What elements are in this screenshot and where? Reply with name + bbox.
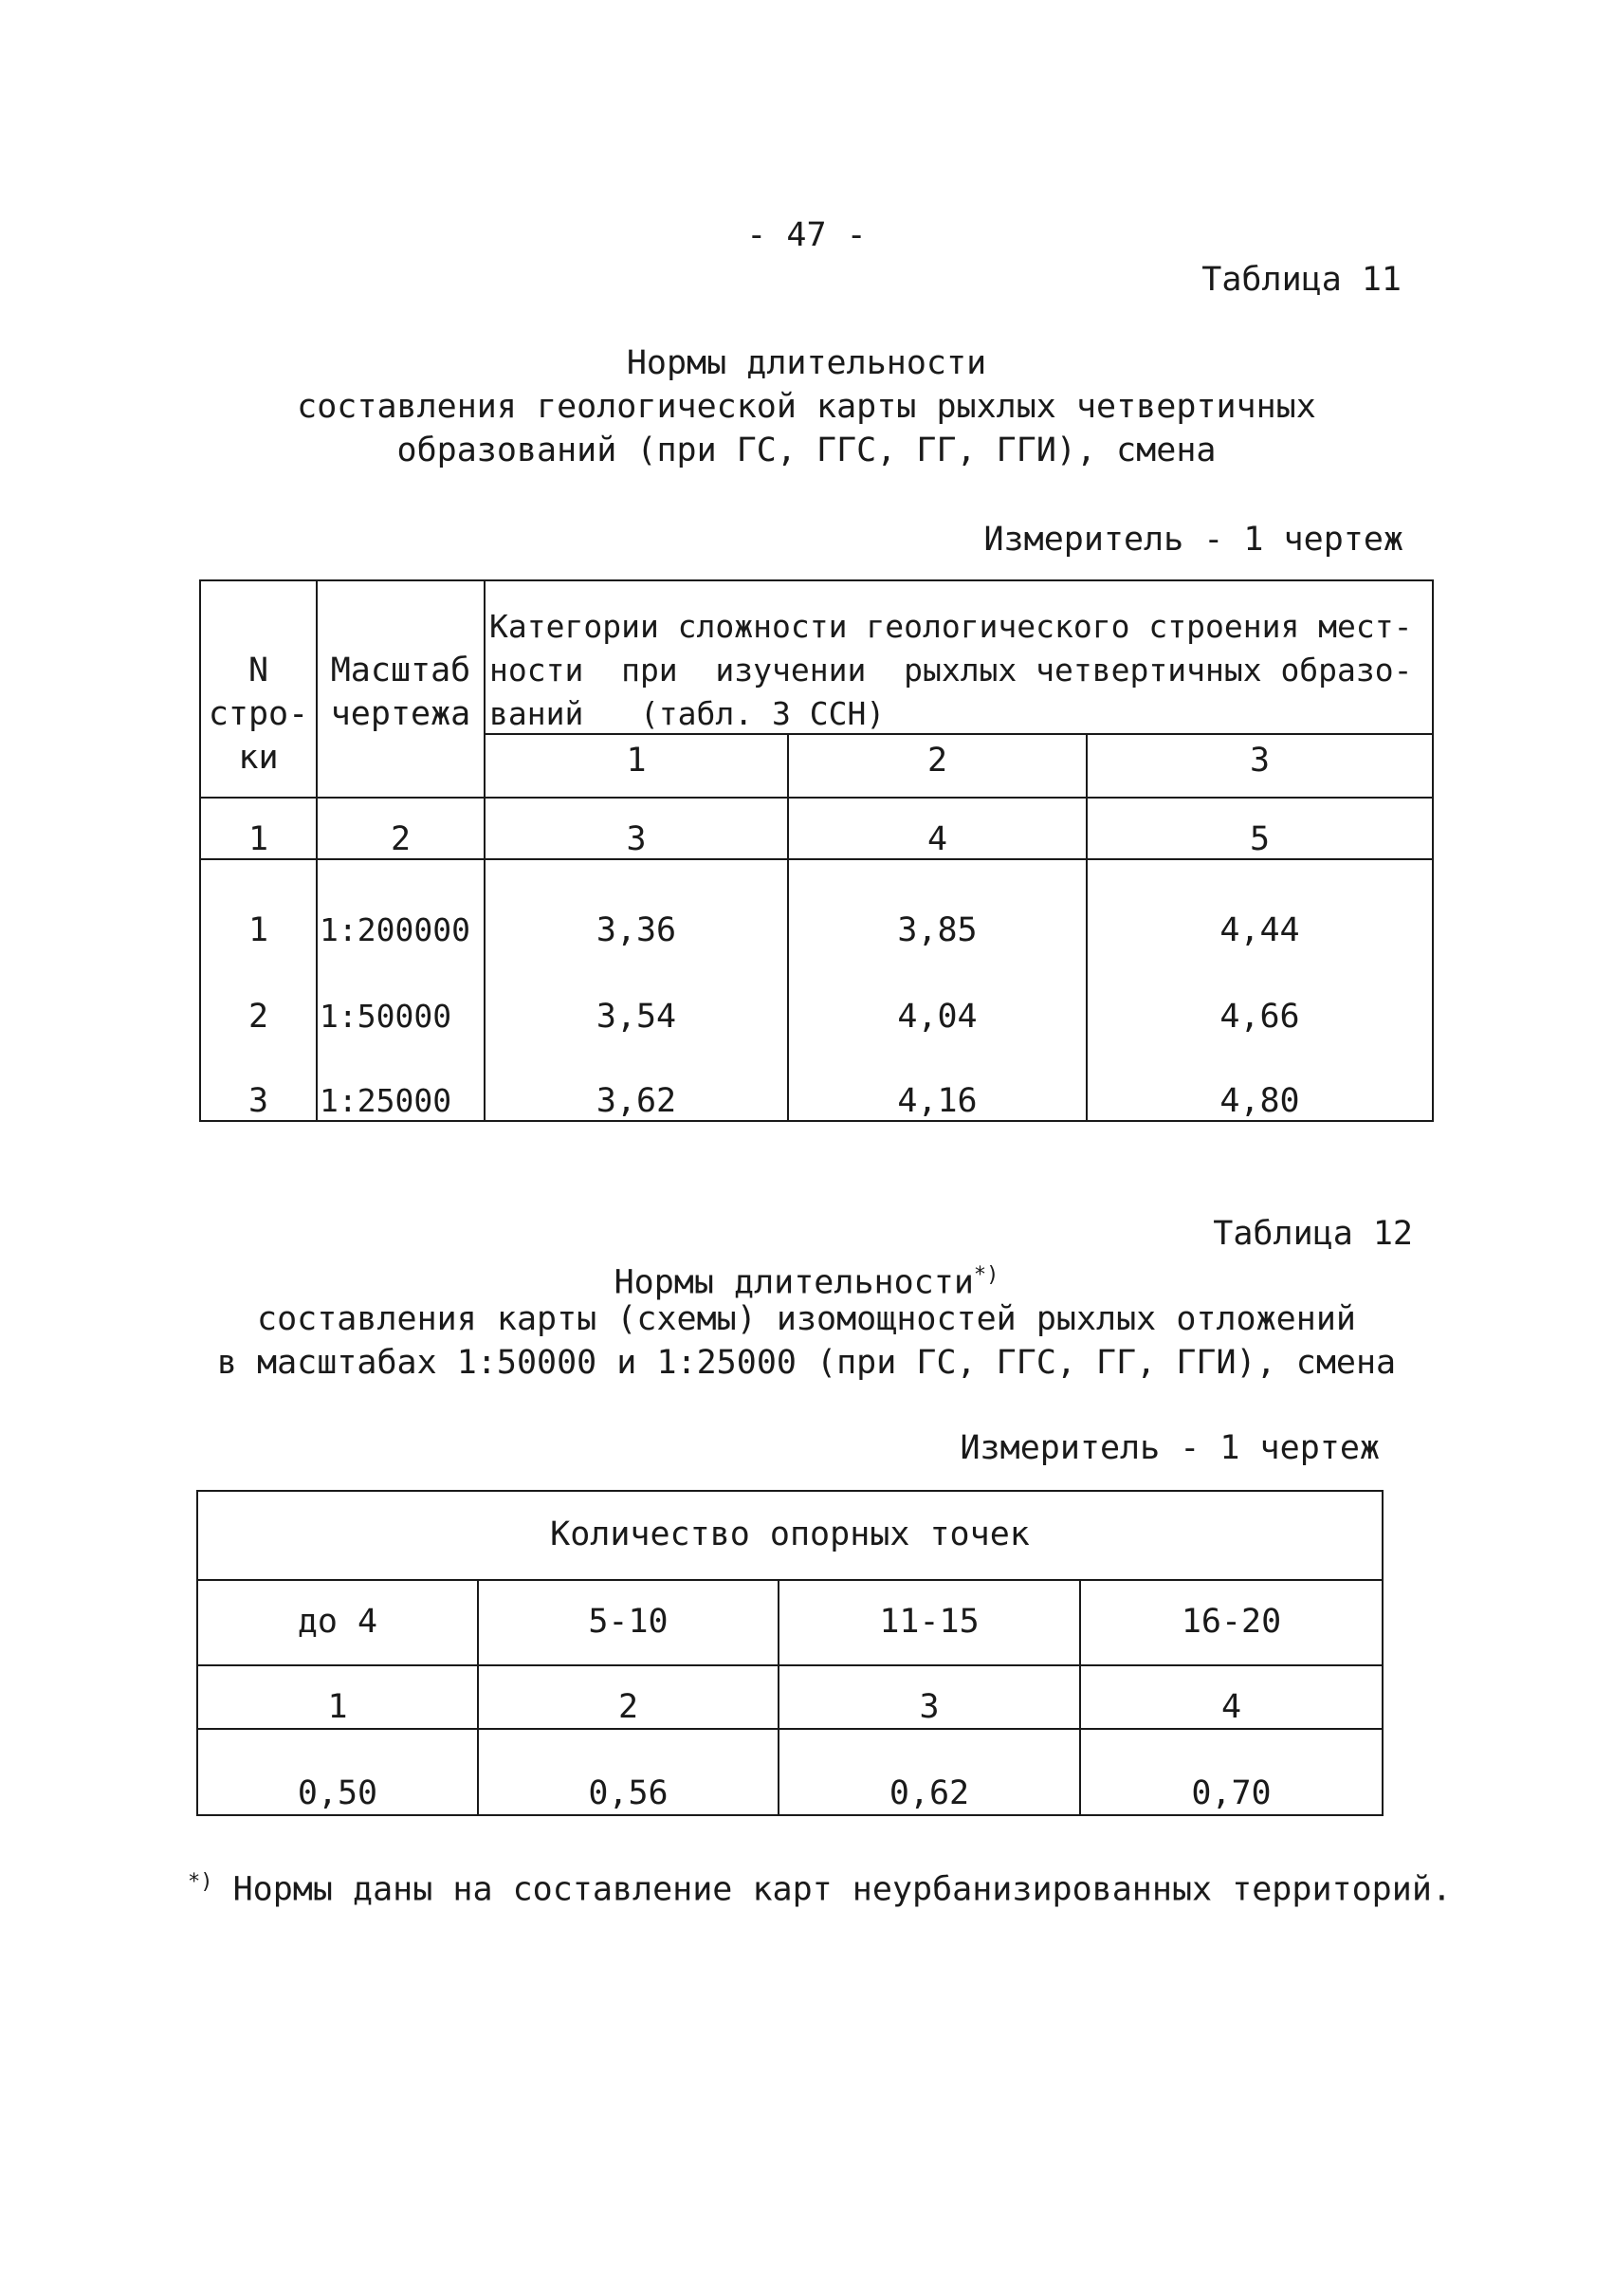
category-col: 2 — [926, 742, 948, 780]
column-number: 4 — [926, 820, 948, 858]
range-cell: 11-15 — [879, 1603, 980, 1641]
column-number: 4 — [1220, 1688, 1242, 1726]
table-12-unit: Измеритель - 1 чертеж — [960, 1429, 1380, 1467]
title-text: Нормы длительности — [614, 1263, 974, 1302]
title-line: образований (при ГС, ГГС, ГГ, ГГИ), смена — [396, 432, 1217, 469]
row-value: 0,50 — [297, 1774, 378, 1812]
footnote-mark: *) — [973, 1263, 999, 1287]
table-12-label: Таблица 12 — [1213, 1215, 1413, 1253]
column-number: 2 — [617, 1688, 639, 1726]
column-number: 2 — [390, 820, 412, 858]
column-number: 1 — [247, 820, 269, 858]
range-cell: 5-10 — [588, 1603, 669, 1641]
range-cell: 16-20 — [1181, 1603, 1282, 1641]
row-scale: 1:200000 — [320, 911, 470, 948]
category-col: 3 — [1249, 742, 1271, 780]
range-cell: до 4 — [297, 1603, 378, 1641]
table-11-unit: Измеритель - 1 чертеж — [983, 521, 1403, 559]
table-11-label: Таблица 11 — [1201, 261, 1402, 299]
row-value: 0,62 — [889, 1774, 970, 1812]
header-scale: Масштаб — [330, 652, 471, 689]
column-number: 5 — [1249, 820, 1271, 858]
row-scale: 1:25000 — [320, 1082, 452, 1119]
row-number: 2 — [247, 998, 269, 1036]
page-number: - 47 - — [746, 216, 867, 254]
row-value: 0,56 — [588, 1774, 669, 1812]
title-line: Нормы длительности — [626, 344, 987, 382]
row-value: 3,54 — [596, 998, 677, 1036]
header-category: Категории сложности геологического строения мест- — [489, 608, 1413, 645]
title-line: в масштабах 1:50000 и 1:25000 (при ГС, ГГС, ГГ, ГГИ), смена — [216, 1344, 1397, 1382]
header-category: ваний (табл. 3 ССН) — [489, 695, 886, 732]
row-scale: 1:50000 — [320, 998, 452, 1035]
row-value: 4,44 — [1219, 911, 1300, 949]
title-line: составления карты (схемы) изомощностей рыхлых отложений — [257, 1300, 1356, 1338]
header-n: ки — [238, 739, 279, 777]
category-col: 1 — [626, 742, 647, 780]
row-value: 3,85 — [897, 911, 978, 949]
footnote — [188, 1861, 1452, 1912]
row-value: 3,62 — [596, 1082, 677, 1120]
footnote-text: Нормы даны на составление карт неурбанизированных территорий. — [232, 1870, 1452, 1909]
header-n: N — [247, 652, 269, 689]
row-number: 1 — [247, 911, 269, 949]
footnote-mark: *) — [188, 1870, 213, 1894]
row-value: 4,66 — [1219, 998, 1300, 1036]
column-number: 3 — [626, 820, 647, 858]
row-value: 4,04 — [897, 998, 978, 1036]
header-points: Количество опорных точек — [550, 1515, 1030, 1553]
row-value: 3,36 — [596, 911, 677, 949]
column-number: 3 — [919, 1688, 940, 1726]
row-value: 0,70 — [1191, 1774, 1272, 1812]
header-scale: чертежа — [330, 695, 471, 733]
row-value: 4,80 — [1219, 1082, 1300, 1120]
row-number: 3 — [247, 1082, 269, 1120]
title-line: составления геологической карты рыхлых четвертичных — [297, 388, 1316, 426]
header-n: стро- — [208, 695, 309, 733]
row-value: 4,16 — [897, 1082, 978, 1120]
column-number: 1 — [327, 1688, 348, 1726]
header-category: ности при изучении рыхлых четвертичных образо- — [489, 652, 1413, 689]
